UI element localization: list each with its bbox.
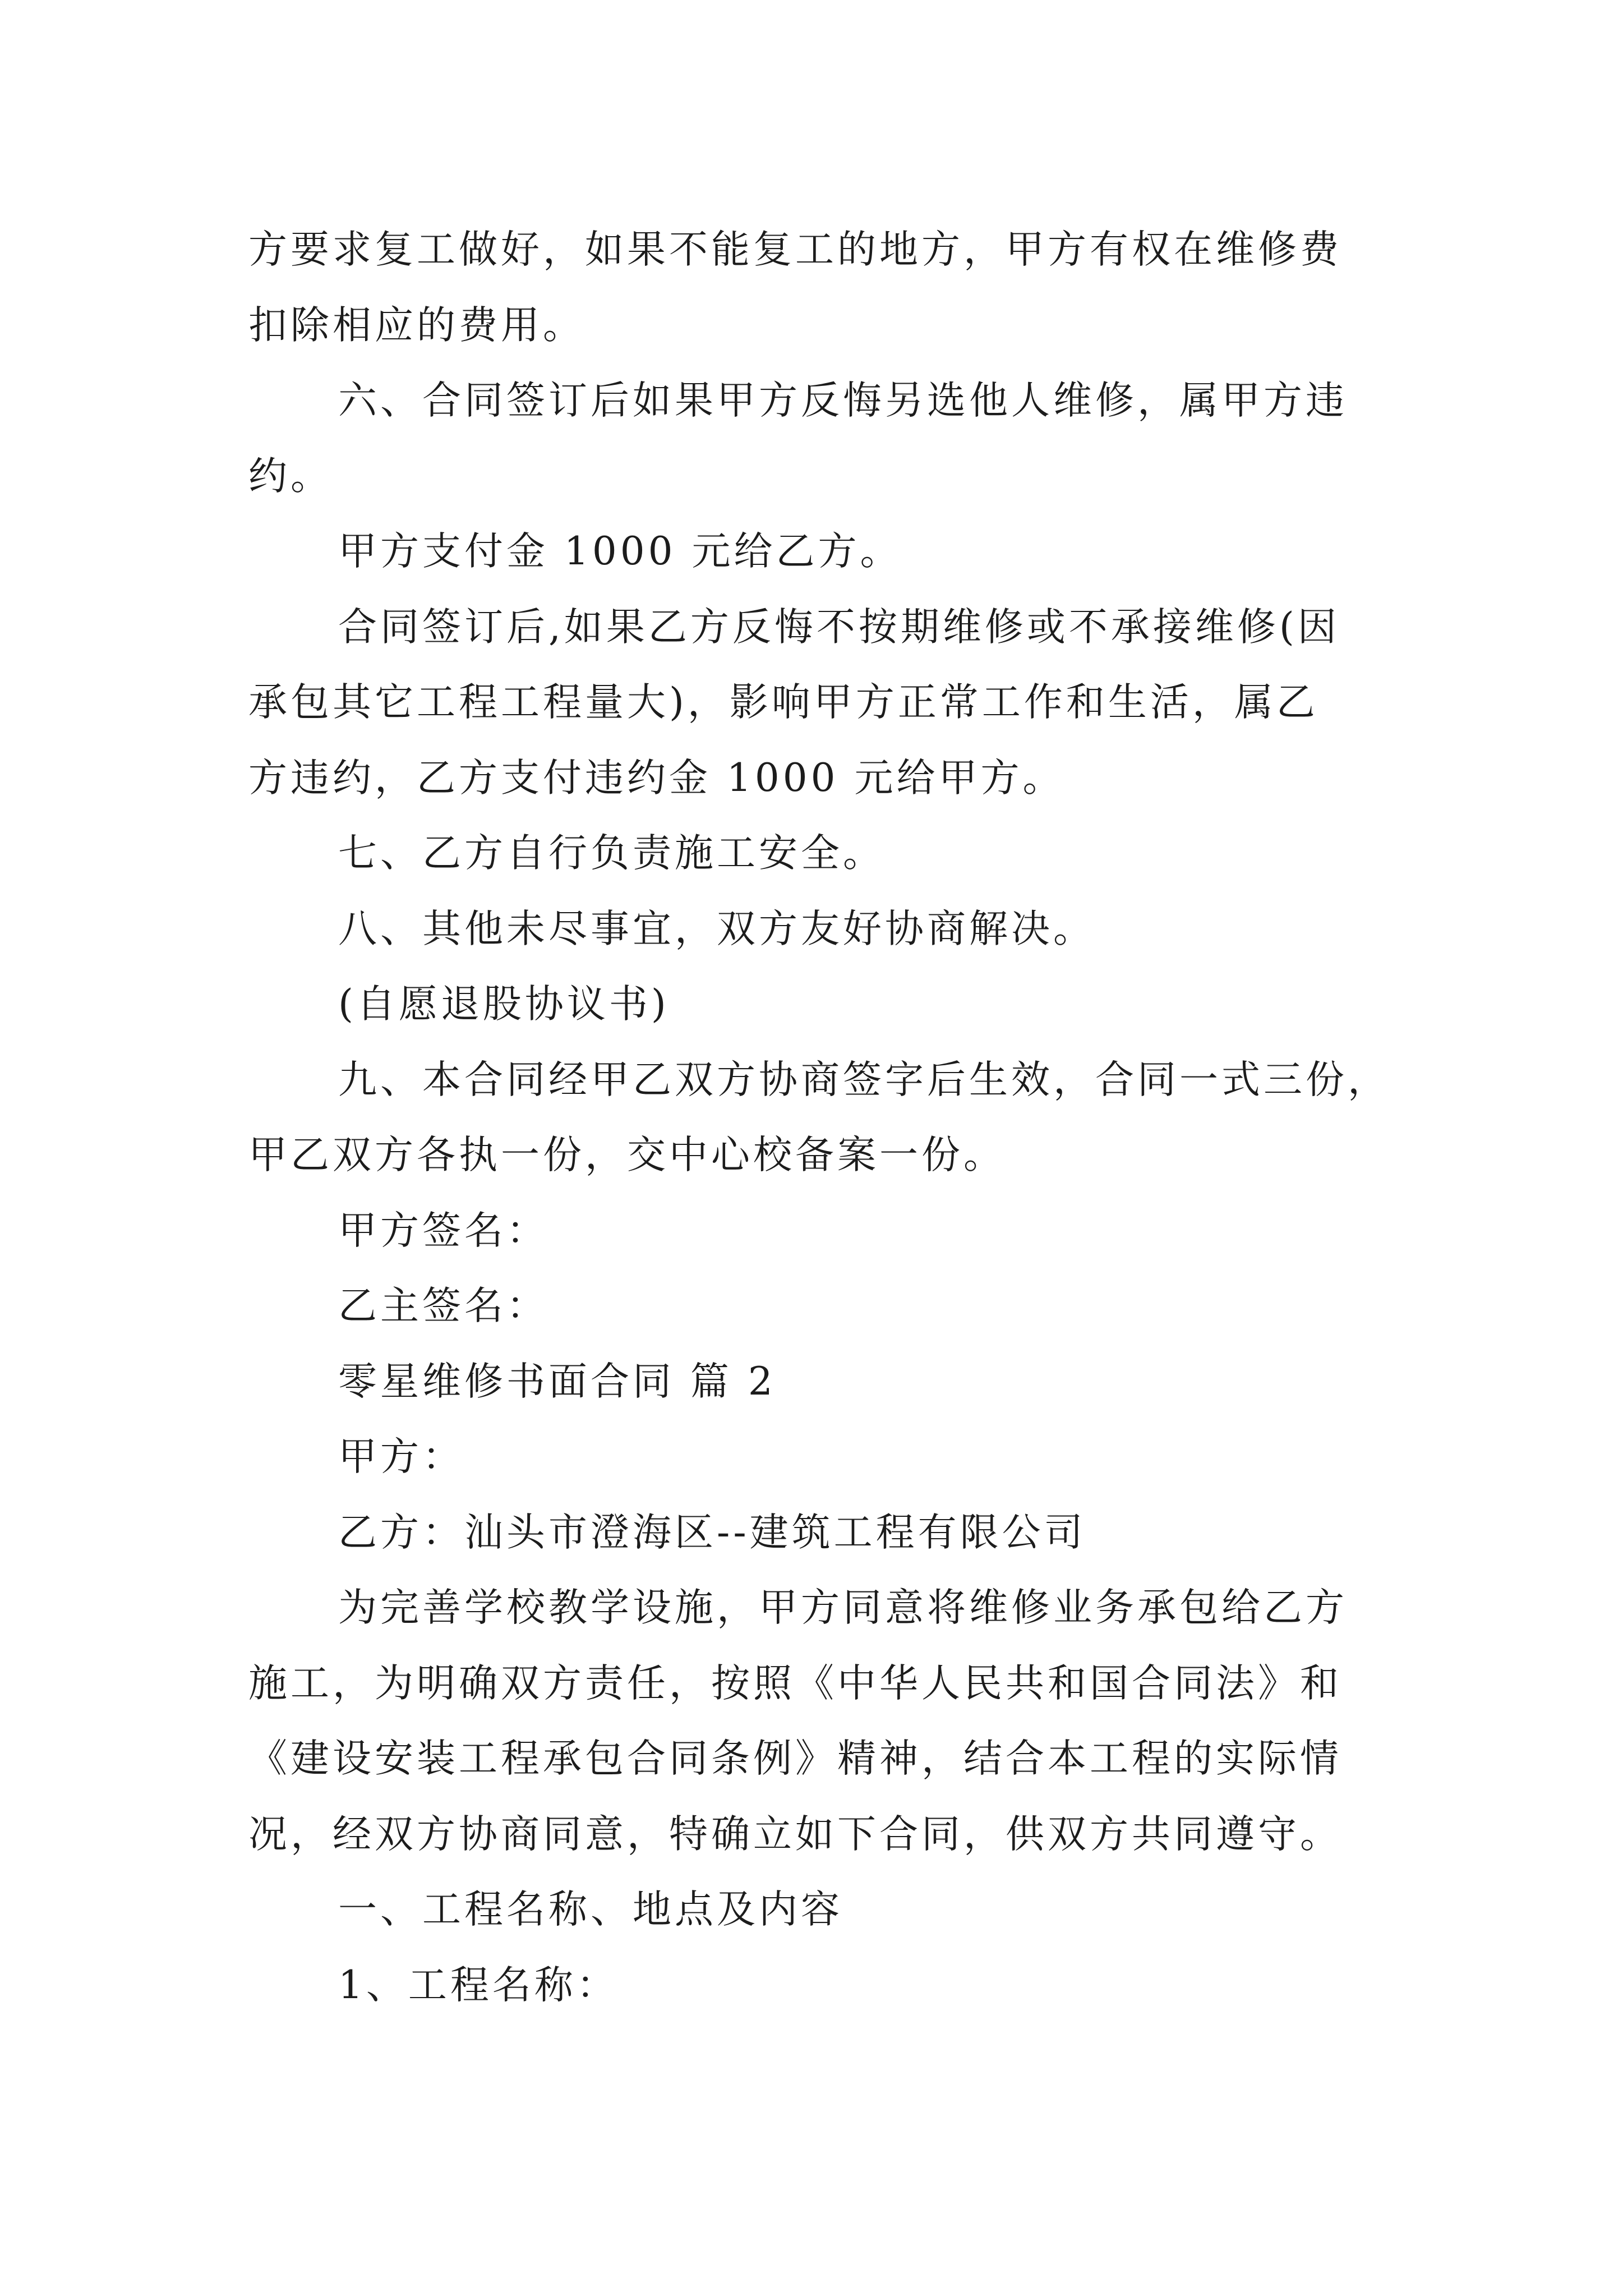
text-line: 约。 [248, 454, 333, 499]
text-line: 况，经双方协商同意，特确立如下合同，供双方共同遵守。 [248, 1812, 1342, 1857]
text-line: 1、工程名称： [338, 1963, 619, 2008]
text-line: 一、工程名称、地点及内容 [338, 1887, 843, 1932]
text-line: 八、其他未尽事宜，双方友好协商解决。 [338, 907, 1095, 951]
text-line: 为完善学校教学设施，甲方同意将维修业务承包给乙方 [338, 1585, 1348, 1630]
text-line: 乙主签名： [338, 1283, 548, 1328]
section-heading: 零星维修书面合同 篇 2 [338, 1359, 776, 1404]
text-line: 承包其它工程工程量大)，影响甲方正常工作和生活，属乙 [248, 680, 1318, 725]
text-line: (自愿退股协议书) [338, 982, 670, 1027]
text-line: 《建设安装工程承包合同条例》精神，结合本工程的实际情 [248, 1736, 1342, 1781]
text-line: 施工，为明确双方责任，按照《中华人民共和国合同法》和 [248, 1661, 1342, 1706]
text-line: 九、本合同经甲乙双方协商签字后生效，合同一式三份， [338, 1057, 1390, 1102]
text-line: 方要求复工做好，如果不能复工的地方，甲方有权在维修费 [248, 227, 1342, 272]
text-line: 七、乙方自行负责施工安全。 [338, 831, 885, 876]
text-line: 六、合同签订后如果甲方反悔另选他人维修，属甲方违 [338, 378, 1348, 423]
text-line: 甲方： [338, 1434, 464, 1479]
text-line: 甲方签名： [338, 1208, 548, 1253]
text-line: 甲乙双方各执一份，交中心校备案一份。 [248, 1133, 1006, 1177]
text-line: 方违约，乙方支付违约金 1000 元给甲方。 [248, 756, 1065, 800]
text-line: 甲方支付金 1000 元给乙方。 [338, 529, 902, 574]
text-line: 扣除相应的费用。 [248, 303, 585, 348]
text-line: 乙方：汕头市澄海区--建筑工程有限公司 [338, 1510, 1086, 1555]
text-line: 合同签订后,如果乙方反悔不按期维修或不承接维修(因 [338, 605, 1340, 650]
